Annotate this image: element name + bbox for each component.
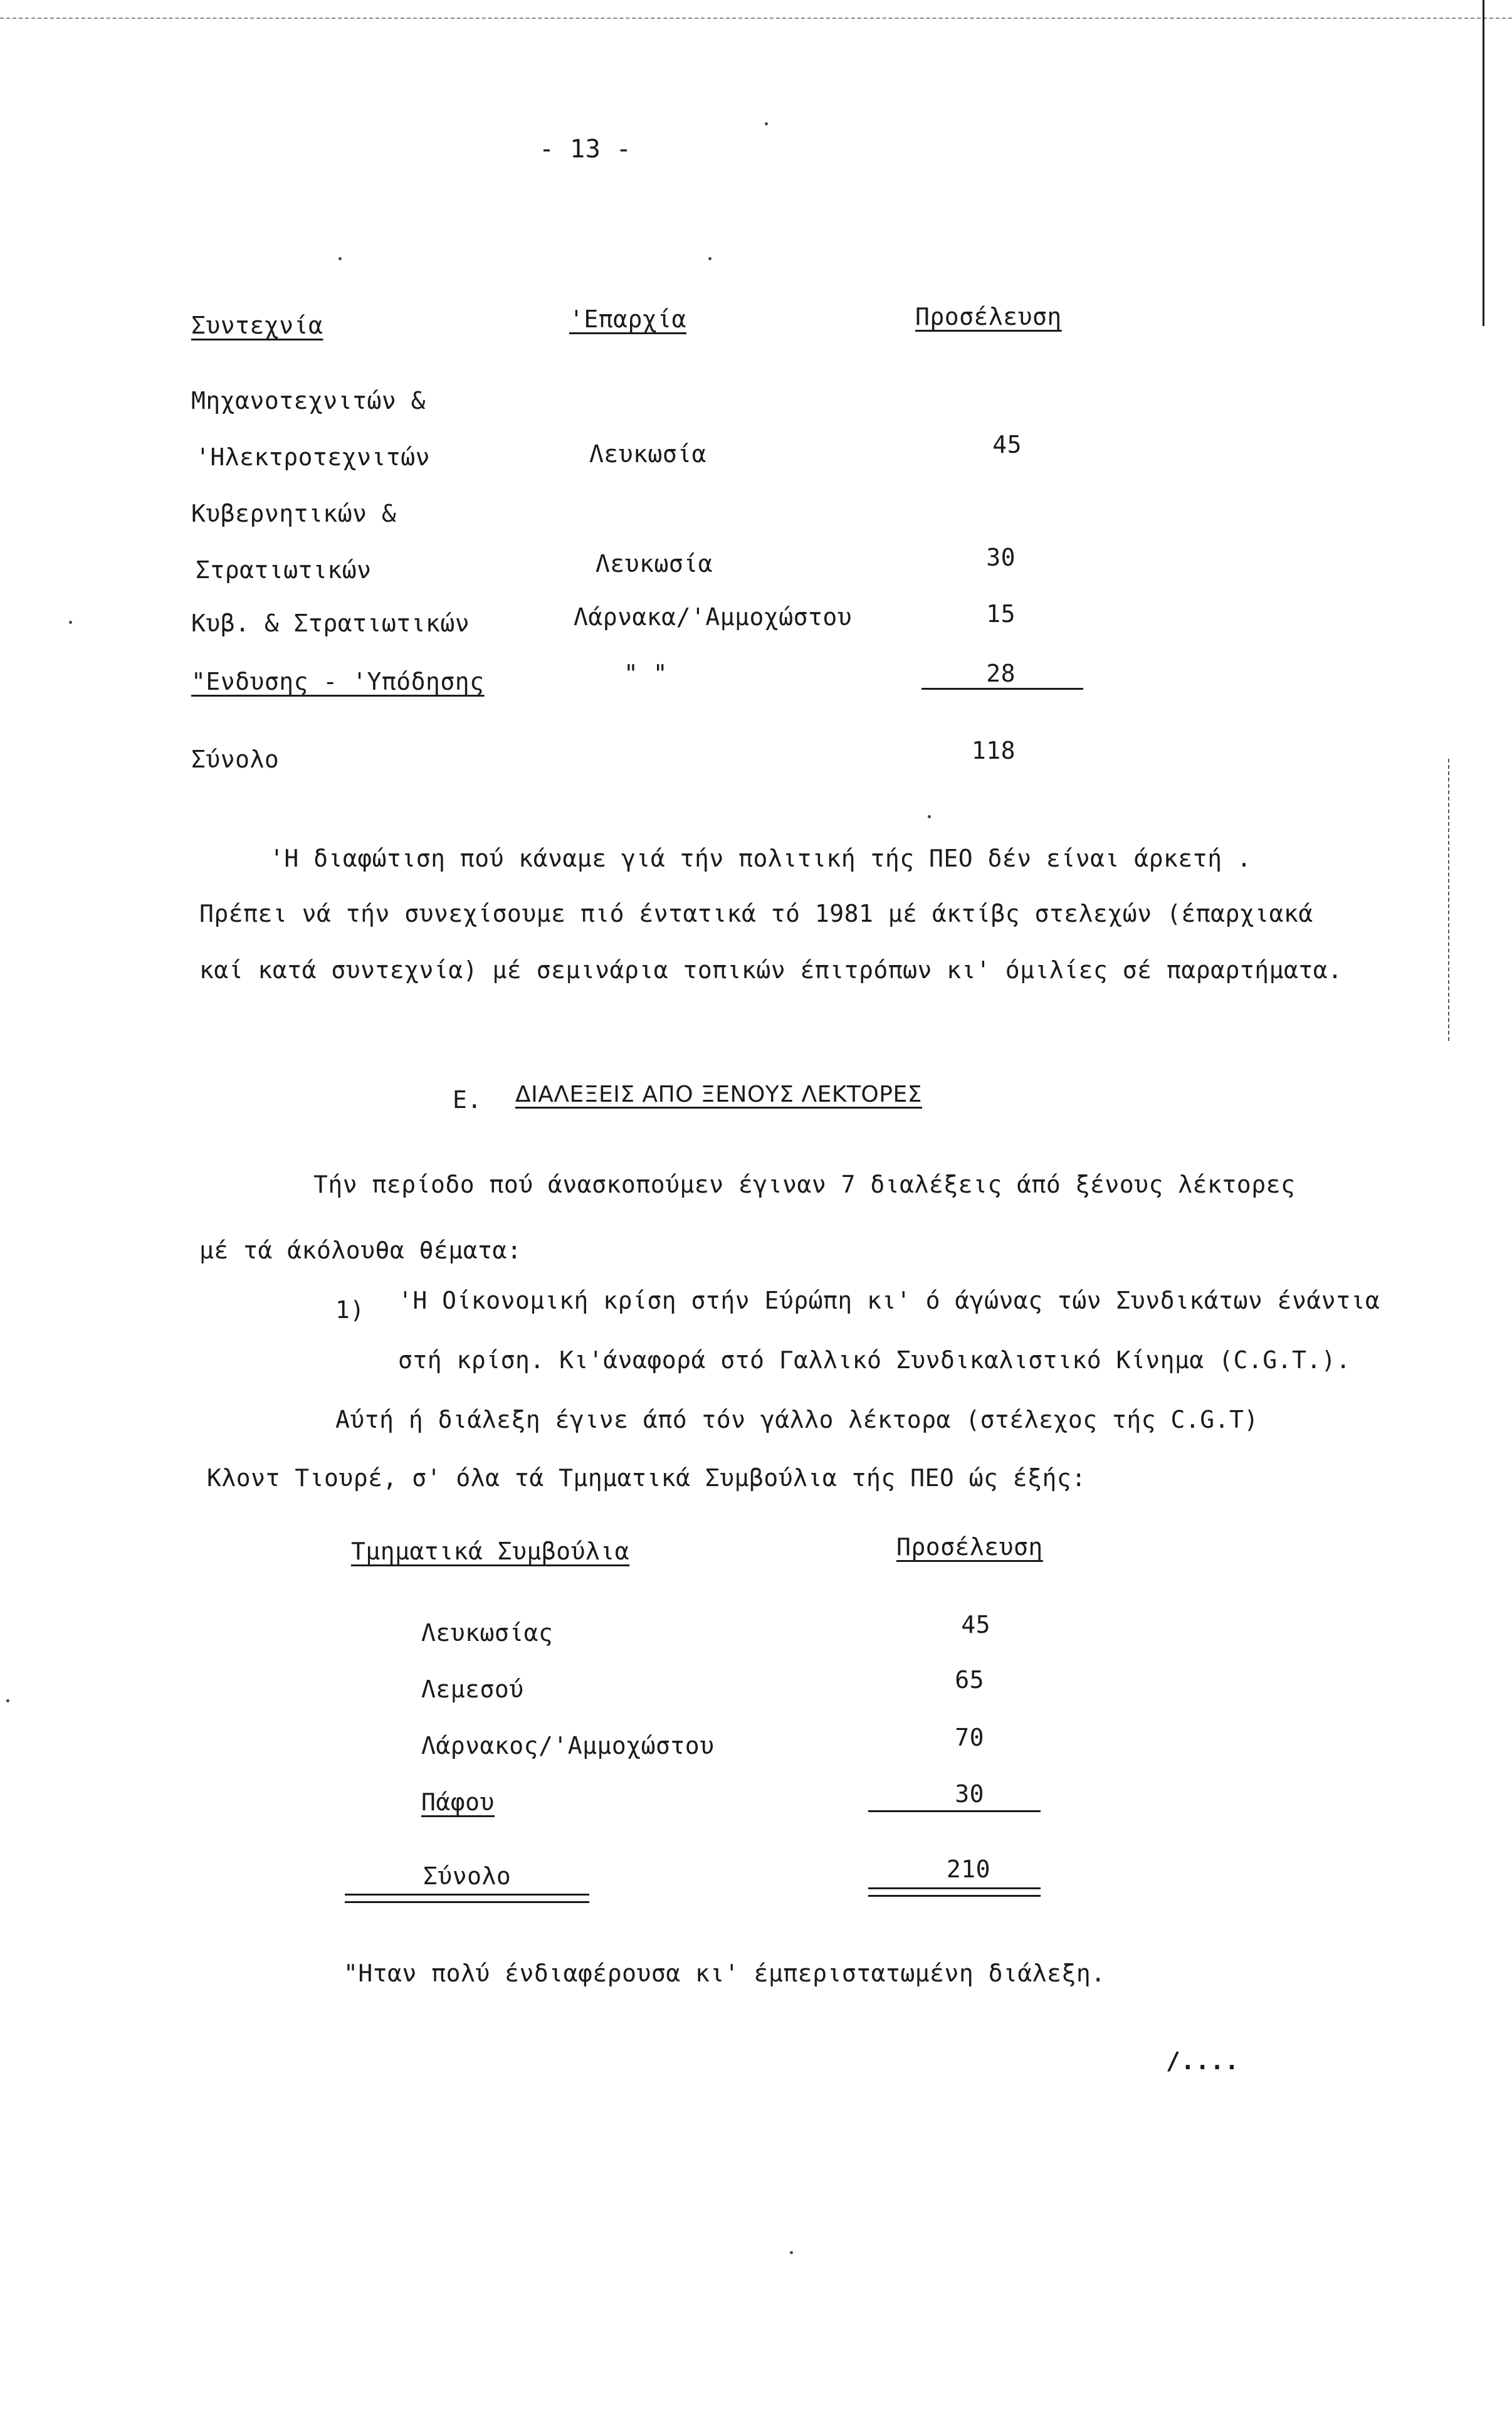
table1-row-attendance: 15	[986, 600, 1016, 628]
table2-row-council: Λευκωσίας	[421, 1619, 554, 1647]
table2-row-attendance: 45	[961, 1611, 990, 1638]
scan-speck	[69, 621, 72, 624]
table2-row-council: Λεμεσού	[421, 1675, 524, 1703]
table1-row-district: Λευκωσία	[596, 550, 713, 577]
section-title: ΔΙΑΛΕΞΕΙΣ ΑΠΟ ΞΕΝΟΥΣ ΛΕΚΤΟΡΕΣ	[515, 1082, 922, 1107]
table2-total-label: Σύνολο	[423, 1862, 512, 1890]
table1-row-district: Λευκωσία	[589, 440, 707, 468]
page-number: - 13 -	[539, 135, 632, 164]
paragraph2-line6: Κλοντ Τιουρέ, σ' όλα τά Τμηματικά Συμβούλια τής ΠΕΟ ώς έξής:	[207, 1464, 1086, 1492]
paragraph2-line2: μέ τά άκόλουθα θέματα:	[199, 1237, 522, 1264]
scan-speck	[928, 815, 931, 818]
table1-total-label: Σύνολο	[191, 746, 280, 773]
table1-header-union: Συντεχνία	[191, 312, 323, 339]
scan-speck	[339, 257, 342, 260]
table1-header-attendance: Προσέλευση	[915, 303, 1062, 330]
table1-header-district: 'Επαρχία	[569, 305, 687, 333]
table2-header-council: Τμηματικά Συμβούλια	[351, 1537, 630, 1565]
table1-row-union: Κυβερνητικών &	[191, 500, 397, 527]
table1-row-attendance: 45	[992, 431, 1022, 458]
table1-row-union: Μηχανοτεχνιτών &	[191, 387, 426, 414]
table2-total-value: 210	[946, 1855, 990, 1883]
table2-row-council: Λάρνακος/'Αμμοχώστου	[421, 1732, 715, 1759]
continuation-mark: /....	[1166, 2047, 1239, 2075]
table2-row-attendance: 65	[955, 1666, 984, 1694]
closing-sentence: "Ηταν πολύ ένδιαφέρουσα κι' έμπεριστατωμένη διάλεξη.	[344, 1959, 1106, 1987]
scan-speck	[790, 2251, 793, 2254]
table1-row-district: Λάρνακα/'Αμμοχώστου	[574, 603, 853, 631]
table1-row-union: Κυβ. & Στρατιωτικών	[191, 609, 470, 637]
table1-row-attendance: 28	[986, 660, 1016, 687]
table1-row-attendance: 30	[986, 544, 1016, 571]
table2-total-underline	[345, 1901, 589, 1903]
paragraph2-item1-line2: στή κρίση. Κι'άναφορά στό Γαλλικό Συνδικαλιστικό Κίνημα (C.G.T.).	[398, 1346, 1351, 1374]
paragraph2-line1: Τήν περίοδο πού άνασκοπούμεν έγιναν 7 διαλέξεις άπό ξένους λέκτορες	[313, 1171, 1296, 1198]
table2-row-attendance: 30	[955, 1780, 984, 1808]
table2-row-attendance: 70	[955, 1724, 984, 1751]
table1-row-district: " "	[624, 660, 668, 687]
scan-speck	[6, 1699, 9, 1702]
scan-speck	[765, 122, 768, 125]
table2-header-attendance: Προσέλευση	[896, 1533, 1043, 1561]
table1-row-union: 'Ηλεκτροτεχνιτών	[196, 443, 431, 471]
scan-top-edge	[0, 18, 1512, 19]
paragraph2-item1-number: 1)	[335, 1296, 365, 1324]
table1-total-value: 118	[971, 737, 1016, 764]
table1-sum-line	[921, 688, 1083, 690]
section-marker: Ε.	[453, 1086, 482, 1114]
paragraph1-line: καί κατά συντεχνία) μέ σεμινάρια τοπικών έπιτρόπων κι' όμιλίες σέ παραρτήματα.	[199, 956, 1343, 984]
table1-row-union: Στρατιωτικών	[196, 556, 372, 584]
paragraph2-item1-line1: 'Η Οίκονομική κρίση στήν Εύρώπη κι' ό άγώνας τών Συνδικάτων ένάντια	[398, 1287, 1380, 1314]
table1-row-union: "Ενδυσης - 'Υπόδησης	[191, 668, 485, 695]
scan-speck	[708, 257, 711, 260]
paragraph1-line: Πρέπει νά τήν συνεχίσουμε πιό έντατικά τό 1981 μέ άκτίβς στελεχών (έπαρχιακά	[199, 900, 1313, 927]
table2-total-value-underline	[868, 1887, 1041, 1889]
table2-row-council: Πάφου	[421, 1788, 495, 1816]
paragraph2-line5: Αύτή ή διάλεξη έγινε άπό τόν γάλλο λέκτορα (στέλεχος τής C.G.T)	[335, 1406, 1259, 1433]
table2-total-value-underline	[868, 1895, 1041, 1897]
table2-sum-line	[868, 1810, 1041, 1812]
table2-total-underline	[345, 1894, 589, 1896]
margin-mark	[1448, 759, 1449, 1041]
scan-right-edge	[1483, 0, 1484, 326]
paragraph1-line: 'Η διαφώτιση πού κάναμε γιά τήν πολιτική τής ΠΕΟ δέν είναι άρκετή .	[270, 845, 1252, 872]
